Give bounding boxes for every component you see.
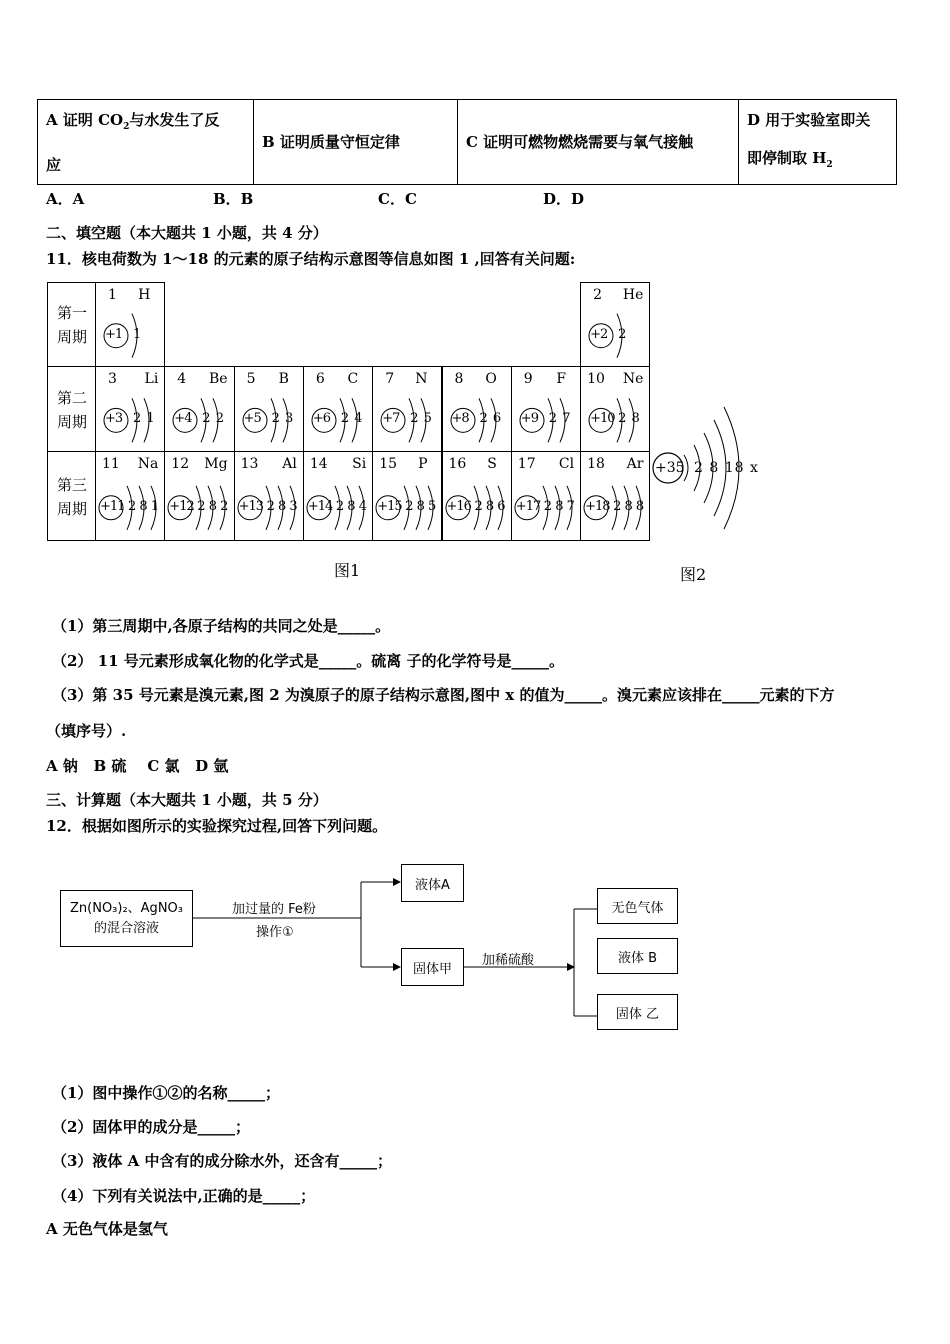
- flow-op2-label: 加稀硫酸: [482, 953, 535, 968]
- electron-counts: 2 1: [133, 411, 155, 427]
- electron-counts: 2 8 7: [543, 498, 575, 514]
- option-d-cell: D 用于实验室即关 即停制取 $H_2$: [739, 100, 897, 185]
- element-symbol: He: [622, 287, 644, 303]
- question-12-2: （2）固体甲的成分是_____；: [52, 1118, 250, 1136]
- element-number: 10: [587, 371, 605, 387]
- element-number: 18: [587, 456, 605, 472]
- element-symbol: N: [415, 371, 428, 387]
- element-number: 9: [523, 371, 533, 387]
- nucleus-charge: +12: [169, 498, 194, 514]
- flow-op1-label: 加过量的 Fe粉: [232, 902, 316, 917]
- element-number: 16: [448, 456, 467, 472]
- element-number: 14: [309, 456, 328, 472]
- question-12-1: （1）图中操作①②的名称_____；: [52, 1084, 280, 1102]
- electron-counts: 2 8 3: [266, 498, 298, 514]
- period-label-line: 第三: [56, 475, 87, 494]
- electron-counts: 2 8 1: [128, 498, 160, 514]
- electron-counts: 2 3: [271, 411, 294, 427]
- nucleus-charge: +13: [238, 498, 264, 514]
- nucleus-charge: +16: [446, 498, 471, 514]
- period-label-line: 周期: [56, 328, 87, 346]
- figure-2-caption: 图2: [680, 565, 707, 584]
- nucleus-charge: +18: [585, 498, 610, 514]
- flow-solid-jia: 固体甲: [401, 948, 464, 986]
- electron-counts: 2 8 6: [474, 498, 506, 514]
- element-number: 3: [108, 371, 117, 387]
- option-b-cell: B 证明质量守恒定律: [254, 100, 458, 185]
- element-number: 13: [240, 456, 259, 472]
- element-number: 15: [379, 456, 398, 472]
- question-12-4: （4）下列有关说法中,正确的是_____；: [52, 1187, 316, 1205]
- electron-counts: 2 8 2: [197, 498, 229, 514]
- element-symbol: Cl: [558, 456, 575, 472]
- question-11-3-continued: （填序号）.: [46, 722, 127, 740]
- answer-choice-b: B．B: [213, 190, 254, 208]
- nucleus-charge: +2: [590, 326, 608, 342]
- period-label-line: 周期: [56, 412, 87, 431]
- flow-gas: 无色气体: [597, 888, 678, 924]
- element-number: 7: [385, 371, 395, 387]
- nucleus-charge: +3: [105, 411, 123, 427]
- nucleus-charge: +4: [174, 411, 192, 427]
- element-symbol: F: [556, 371, 567, 387]
- element-symbol: Be: [209, 371, 228, 387]
- nucleus-charge: +14: [307, 498, 333, 514]
- element-number: 1: [108, 287, 117, 303]
- nucleus-charge: +15: [377, 498, 402, 514]
- element-number: 2: [593, 287, 603, 303]
- flow-solid-yi: 固体 乙: [597, 994, 678, 1030]
- period-label-line: 第二: [56, 388, 87, 407]
- element-symbol: Si: [352, 456, 367, 472]
- question-11-choices: A 钠 B 硫 C 氯 D 氩: [46, 757, 229, 775]
- electron-counts: 2 5: [410, 411, 432, 427]
- section3-heading: 三、计算题（本大题共 1 小题，共 5 分）: [46, 791, 328, 809]
- flow-op1-step: 操作①: [256, 925, 294, 940]
- question-12: 12．根据如图所示的实验探究过程,回答下列问题。: [46, 817, 388, 835]
- question-11: 11．核电荷数为 1～18 的元素的原子结构示意图等信息如图 1 ,回答有关问题:: [46, 250, 576, 268]
- element-number: 17: [517, 456, 536, 472]
- element-number: 12: [171, 456, 190, 472]
- nucleus-charge: +9: [520, 411, 538, 427]
- flow-start-solution: Zn(NO₃)₂、AgNO₃ 的混合溶液: [60, 890, 193, 947]
- element-number: 5: [246, 371, 256, 387]
- element-symbol: S: [487, 456, 497, 472]
- answer-choice-c: C．C: [378, 190, 417, 208]
- electron-counts: 2 6: [479, 411, 502, 427]
- electron-counts: 2 8 4: [335, 498, 367, 514]
- electron-counts: 2 8: [618, 411, 640, 427]
- electron-counts: 2 4: [340, 411, 363, 427]
- option-a-cell: A 证明 $CO_2$与水发生了反 应: [38, 100, 254, 185]
- nucleus-charge: +5: [243, 411, 261, 427]
- electron-counts: 2 8 5: [405, 498, 437, 514]
- element-symbol: Na: [137, 456, 159, 472]
- flow-liquid-a: 液体A: [401, 864, 464, 902]
- flow-liquid-b: 液体 B: [597, 938, 678, 974]
- element-symbol: C: [347, 371, 359, 387]
- electron-counts: 1: [133, 326, 142, 342]
- element-symbol: P: [418, 456, 428, 472]
- question-12-option-a: A 无色气体是氢气: [46, 1220, 168, 1238]
- nucleus-charge: +11: [100, 498, 125, 514]
- electron-counts: 2 8 8: [613, 498, 645, 514]
- period-label-line: 第一: [56, 304, 87, 322]
- bromine-shells: 2 8 18 x: [694, 460, 759, 476]
- element-symbol: Ar: [626, 456, 644, 472]
- question-11-2: （2） 11 号元素形成氧化物的化学式是_____。硫离 子的化学符号是_____。: [52, 652, 564, 670]
- electron-counts: 2 7: [548, 411, 571, 427]
- period-label-line: 周期: [56, 499, 87, 518]
- element-symbol: H: [138, 287, 151, 303]
- element-symbol: Ne: [622, 371, 644, 387]
- element-number: 11: [102, 456, 120, 472]
- element-symbol: Li: [144, 371, 159, 387]
- nucleus-charge: +6: [312, 411, 331, 427]
- answer-choice-d: D．D: [543, 190, 585, 208]
- element-number: 4: [177, 371, 187, 387]
- element-symbol: O: [485, 371, 497, 387]
- bromine-nucleus: +35: [655, 460, 685, 476]
- electron-counts: 2 2: [202, 411, 224, 427]
- nucleus-charge: +10: [590, 411, 615, 427]
- element-number: 8: [454, 371, 464, 387]
- section2-heading: 二、填空题（本大题共 1 小题，共 4 分）: [46, 224, 328, 242]
- nucleus-charge: +8: [451, 411, 469, 427]
- nucleus-charge: +1: [105, 326, 123, 342]
- answer-choice-a: A．A: [46, 190, 85, 208]
- question-12-3: （3）液体 A 中含有的成分除水外，还含有_____；: [52, 1152, 393, 1170]
- figure-1-caption: 图1: [334, 561, 361, 580]
- nucleus-charge: +17: [515, 498, 541, 514]
- electron-counts: 2: [618, 326, 627, 342]
- element-symbol: B: [278, 371, 289, 387]
- question-11-3: （3）第 35 号元素是溴元素,图 2 为溴原子的原子结构示意图,图中 x 的值为_____。溴元素应该排在_____元素的下方: [52, 686, 835, 704]
- option-c-cell: C 证明可燃物燃烧需要与氧气接触: [458, 100, 739, 185]
- question-11-1: （1）第三周期中,各原子结构的共同之处是_____。: [52, 617, 391, 635]
- element-symbol: Mg: [204, 456, 228, 472]
- element-number: 6: [315, 371, 325, 387]
- nucleus-charge: +7: [382, 411, 400, 427]
- element-symbol: Al: [282, 456, 297, 472]
